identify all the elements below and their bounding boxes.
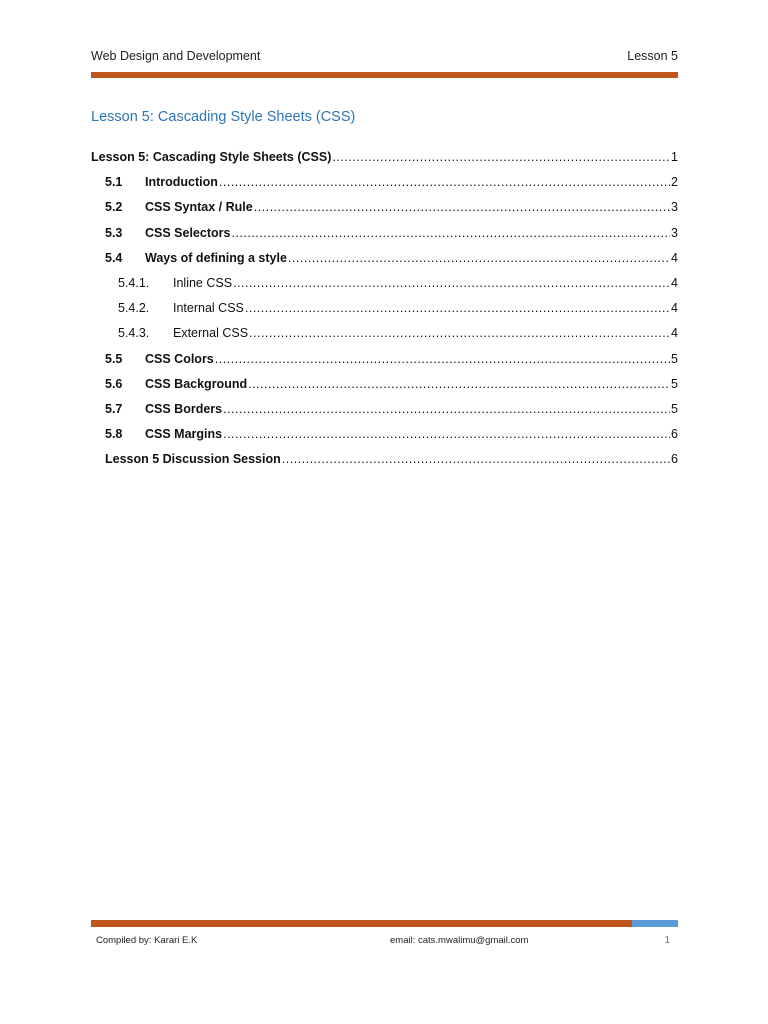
toc-entry-number: 5.8 (105, 427, 123, 442)
toc-entry-text: Internal CSS (173, 301, 244, 316)
toc-leader (223, 397, 670, 422)
toc-entry-css-selectors[interactable] (91, 221, 678, 246)
toc-leader (223, 422, 670, 447)
toc-page-number: 4 (671, 275, 678, 290)
toc-entry-text: CSS Colors (145, 351, 214, 366)
toc-entry-text: Lesson 5: Cascading Style Sheets (CSS) (91, 150, 332, 164)
toc-entry-ways-of-defining[interactable] (91, 246, 678, 271)
toc-entry-css-background[interactable] (91, 372, 678, 397)
toc-entry-lesson-5[interactable] (91, 145, 678, 170)
toc-entry-inline-css[interactable] (91, 271, 678, 296)
toc-entry-introduction[interactable] (91, 170, 678, 195)
toc-leader (254, 195, 670, 220)
toc-page-number: 5 (671, 376, 678, 391)
toc-entry-number: 5.4.2. (118, 301, 150, 316)
toc-page-number: 5 (671, 351, 678, 366)
footer-rule (91, 920, 632, 927)
toc-entry-text: External CSS (173, 326, 249, 341)
toc-entry-text: CSS Background (145, 376, 248, 391)
toc-entry-text: CSS Margins (145, 427, 223, 442)
toc-leader (219, 170, 670, 195)
footer-rule-accent (632, 920, 678, 927)
toc-leader (332, 145, 670, 170)
footer-page-number: 1 (664, 935, 670, 946)
page-header (91, 46, 678, 66)
page-footer (96, 935, 670, 951)
toc-entry-text: Ways of defining a style (145, 250, 287, 265)
table-of-contents (91, 145, 678, 472)
header-rule (91, 72, 678, 78)
toc-entry-number: 5.3 (105, 225, 123, 240)
toc-leader (282, 447, 670, 472)
toc-entry-number: 5.1 (105, 175, 123, 190)
toc-entry-text: Introduction (145, 175, 218, 190)
toc-heading: Lesson 5: Cascading Style Sheets (CSS) (91, 109, 356, 125)
toc-page-number: 4 (671, 250, 678, 265)
footer-compiled-by: Compiled by: Karari E.K (96, 935, 198, 946)
toc-entry-text: CSS Syntax / Rule (145, 200, 253, 215)
toc-page-number: 1 (671, 150, 678, 164)
toc-page-number: 5 (671, 401, 678, 416)
toc-leader (288, 246, 670, 271)
toc-entry-internal-css[interactable] (91, 296, 678, 321)
toc-page-number: 6 (671, 427, 678, 442)
toc-entry-text: CSS Selectors (145, 225, 231, 240)
toc-leader (215, 347, 670, 372)
toc-entry-number: 5.6 (105, 376, 123, 391)
toc-entry-text: Lesson 5 Discussion Session (105, 452, 281, 467)
toc-entry-text: Inline CSS (173, 275, 233, 290)
toc-entry-css-borders[interactable] (91, 397, 678, 422)
toc-leader (245, 296, 670, 321)
toc-leader (231, 221, 670, 246)
toc-leader (248, 372, 670, 397)
footer-email: email: cats.mwalimu@gmail.com (390, 935, 529, 946)
toc-entry-discussion-session[interactable] (91, 447, 678, 472)
toc-entry-number: 5.4.3. (118, 326, 150, 341)
toc-entry-number: 5.4 (105, 250, 123, 265)
toc-entry-css-colors[interactable] (91, 347, 678, 372)
toc-page-number: 3 (671, 200, 678, 215)
toc-entry-number: 5.5 (105, 351, 123, 366)
toc-entry-css-margins[interactable] (91, 422, 678, 447)
toc-entry-number: 5.2 (105, 200, 123, 215)
toc-entry-css-syntax[interactable] (91, 195, 678, 220)
toc-entry-number: 5.7 (105, 401, 123, 416)
toc-page-number: 6 (671, 452, 678, 467)
header-lesson-label: Lesson 5 (627, 49, 678, 63)
toc-leader (233, 271, 670, 296)
toc-page-number: 4 (671, 301, 678, 316)
toc-page-number: 3 (671, 225, 678, 240)
header-course-title: Web Design and Development (91, 49, 261, 63)
toc-page-number: 4 (671, 326, 678, 341)
toc-page-number: 2 (671, 175, 678, 190)
toc-entry-external-css[interactable] (91, 321, 678, 346)
toc-entry-number: 5.4.1. (118, 275, 150, 290)
toc-leader (249, 321, 670, 346)
toc-entry-text: CSS Borders (145, 401, 223, 416)
